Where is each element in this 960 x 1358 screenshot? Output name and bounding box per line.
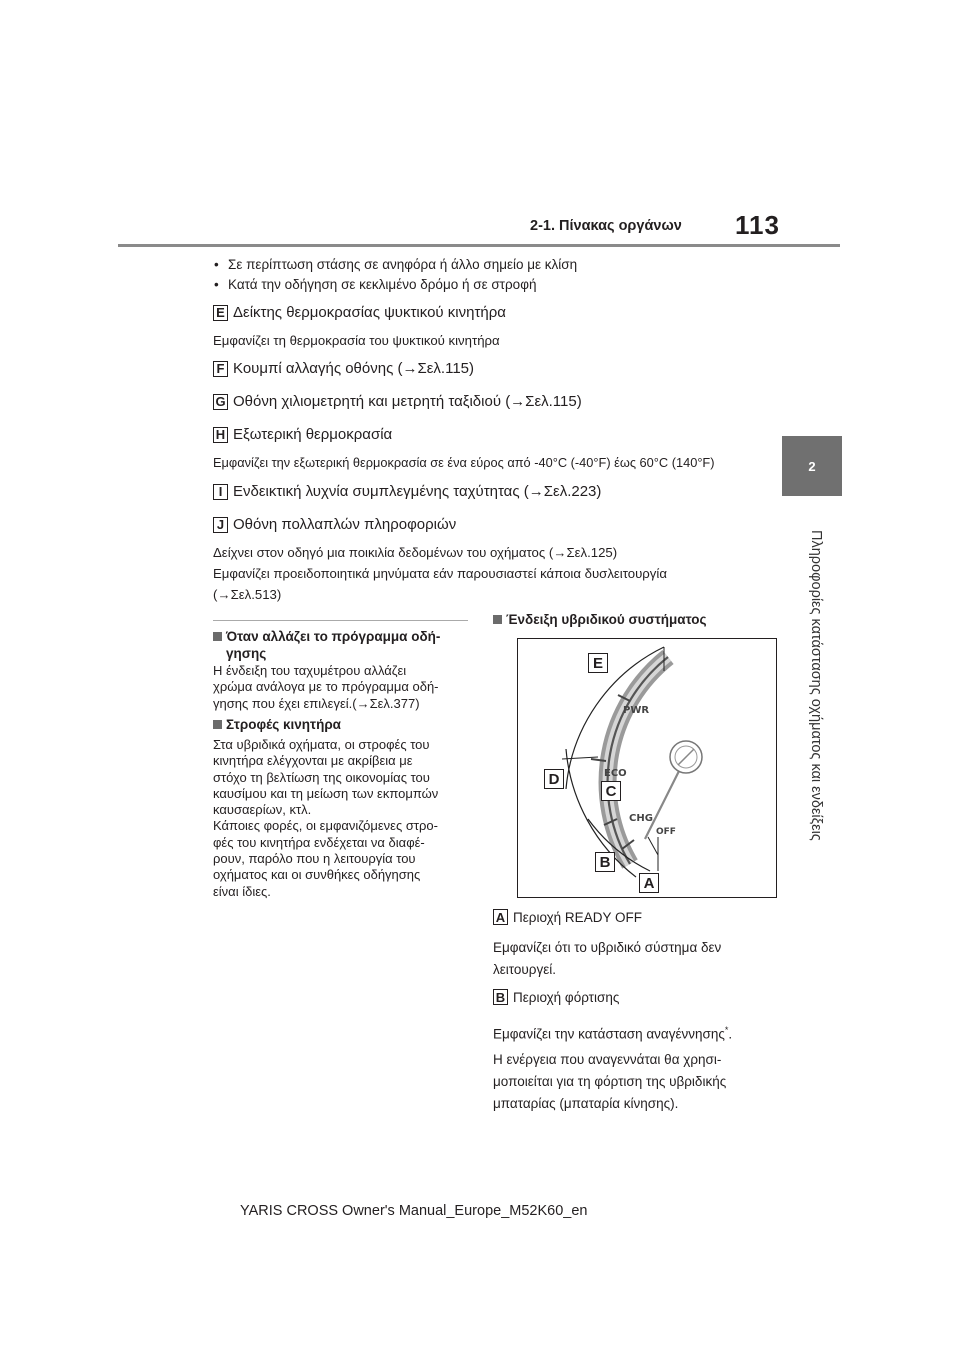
item-j xyxy=(213,516,456,533)
square-bullet-icon xyxy=(493,615,502,624)
page-number: 113 xyxy=(735,210,780,240)
square-bullet-icon xyxy=(213,720,222,729)
subheading-engine-speed: Στροφές κινητήρα xyxy=(213,716,341,733)
paragraph-engine-speed: Στα υβριδικά οχήματα, οι στροφές του κινητήρα ελέγχονται με ακρίβεια με στόχο τη βελτίωση της οικονομίας του καυσίμου και τη μείωση των εκπομπών καυσαερίων, κτλ. Κάποιες φορές, οι εμφανιζόμενες στρο- φές του κινητήρα ενδέχεται να διαφέ- ρουν, παρόλο που η λειτουργία του οχήματος και οι συνθήκες οδήγησης είναι ίδιες. xyxy=(213,737,439,899)
item-description: Εμφανίζει την κατάσταση αναγέννησης*. xyxy=(493,1025,733,1042)
item-f xyxy=(213,360,474,377)
bullet-item: • Σε περίπτωση στάσης σε ανηφόρα ή άλλο σημείο με κλίση xyxy=(228,257,577,272)
column-divider xyxy=(213,620,468,621)
item-g xyxy=(213,393,582,410)
item-description: Εμφανίζει την εξωτερική θερμοκρασία σε ένα εύρος από -40°C (-40°F) έως 60°C (140°F) xyxy=(213,455,715,470)
item-title: Περιοχή φόρτισης xyxy=(513,989,620,1005)
label-box: E xyxy=(213,305,228,321)
paragraph-drive-mode: Η ένδειξη του ταχυμέτρου αλλάζει χρώμα ανάλογα με το πρόγραμμα οδή- γησης που έχει επιλεγεί.(→Σελ.377) xyxy=(213,663,439,711)
hybrid-gauge-illustration xyxy=(518,639,776,897)
bullet-item: • Κατά την οδήγηση σε κεκλιμένο δρόμο ή σε στροφή xyxy=(228,277,536,292)
footer-text: YARIS CROSS Owner's Manual_Europe_M52K60_en xyxy=(240,1203,588,1219)
item-description: Εμφανίζει ότι το υβριδικό σύστημα δεν λειτουργεί. xyxy=(493,940,722,977)
callout-c: C xyxy=(601,781,621,801)
item-title: Περιοχή READY OFF xyxy=(513,909,642,925)
callout-d: D xyxy=(544,769,564,789)
item-b xyxy=(493,989,619,1005)
callout-b: B xyxy=(595,852,615,872)
label-box: A xyxy=(493,909,508,925)
item-i xyxy=(213,483,601,500)
item-description: Η ενέργεια που αναγεννάται θα χρησι- μοποιείται για τη φόρτιση της υβριδικής μπαταρίας (μπαταρία κίνησης). xyxy=(493,1052,727,1111)
hybrid-gauge-figure xyxy=(517,638,777,898)
item-title: Οθόνη χιλιομετρητή και μετρητή ταξιδιού (→Σελ.115) xyxy=(233,393,582,410)
item-title: Δείκτης θερμοκρασίας ψυκτικού κινητήρα xyxy=(233,304,506,321)
pwr-text: PWR xyxy=(623,705,650,716)
subheading-hybrid-indicator: Ένδειξη υβριδικού συστήματος xyxy=(493,611,707,628)
section-title: 2-1. Πίνακας οργάνων xyxy=(530,218,682,234)
eco-text: ECO xyxy=(604,768,627,779)
square-bullet-icon xyxy=(213,632,222,641)
callout-e: E xyxy=(588,653,608,673)
item-a xyxy=(493,909,642,925)
item-title: Οθόνη πολλαπλών πληροφοριών xyxy=(233,516,457,533)
item-e xyxy=(213,304,506,321)
subheading-drive-mode: Όταν αλλάζει το πρόγραμμα οδή- γησης xyxy=(213,628,440,662)
callout-a: A xyxy=(639,873,659,893)
label-box: J xyxy=(213,517,228,533)
off-text: OFF xyxy=(656,827,676,837)
chapter-tab: 2 xyxy=(782,436,842,496)
item-description: (→Σελ.513) xyxy=(213,587,282,602)
chapter-title: Πληροφορίες κατάστασης οχήματος και ενδείξεις xyxy=(808,530,824,841)
item-title: Ενδεικτική λυχνία συμπλεγμένης ταχύτητας (→Σελ.223) xyxy=(233,483,602,500)
label-box: F xyxy=(213,361,228,377)
label-box: B xyxy=(493,989,508,1005)
item-title: Κουμπί αλλαγής οθόνης (→Σελ.115) xyxy=(233,360,475,377)
item-description: Εμφανίζει προειδοποιητικά μηνύματα εάν παρουσιαστεί κάποια δυσλειτουργία xyxy=(213,566,667,581)
item-title: Εξωτερική θερμοκρασία xyxy=(233,426,393,443)
chg-text: CHG xyxy=(629,813,653,824)
label-box: H xyxy=(213,427,228,443)
item-description: Εμφανίζει τη θερμοκρασία του ψυκτικού κινητήρα xyxy=(213,333,500,348)
header-divider xyxy=(118,244,840,247)
label-box: I xyxy=(213,484,228,500)
item-h xyxy=(213,426,392,443)
label-box: G xyxy=(213,394,228,410)
item-description: Δείχνει στον οδηγό μια ποικιλία δεδομένων του οχήματος (→Σελ.125) xyxy=(213,545,618,560)
